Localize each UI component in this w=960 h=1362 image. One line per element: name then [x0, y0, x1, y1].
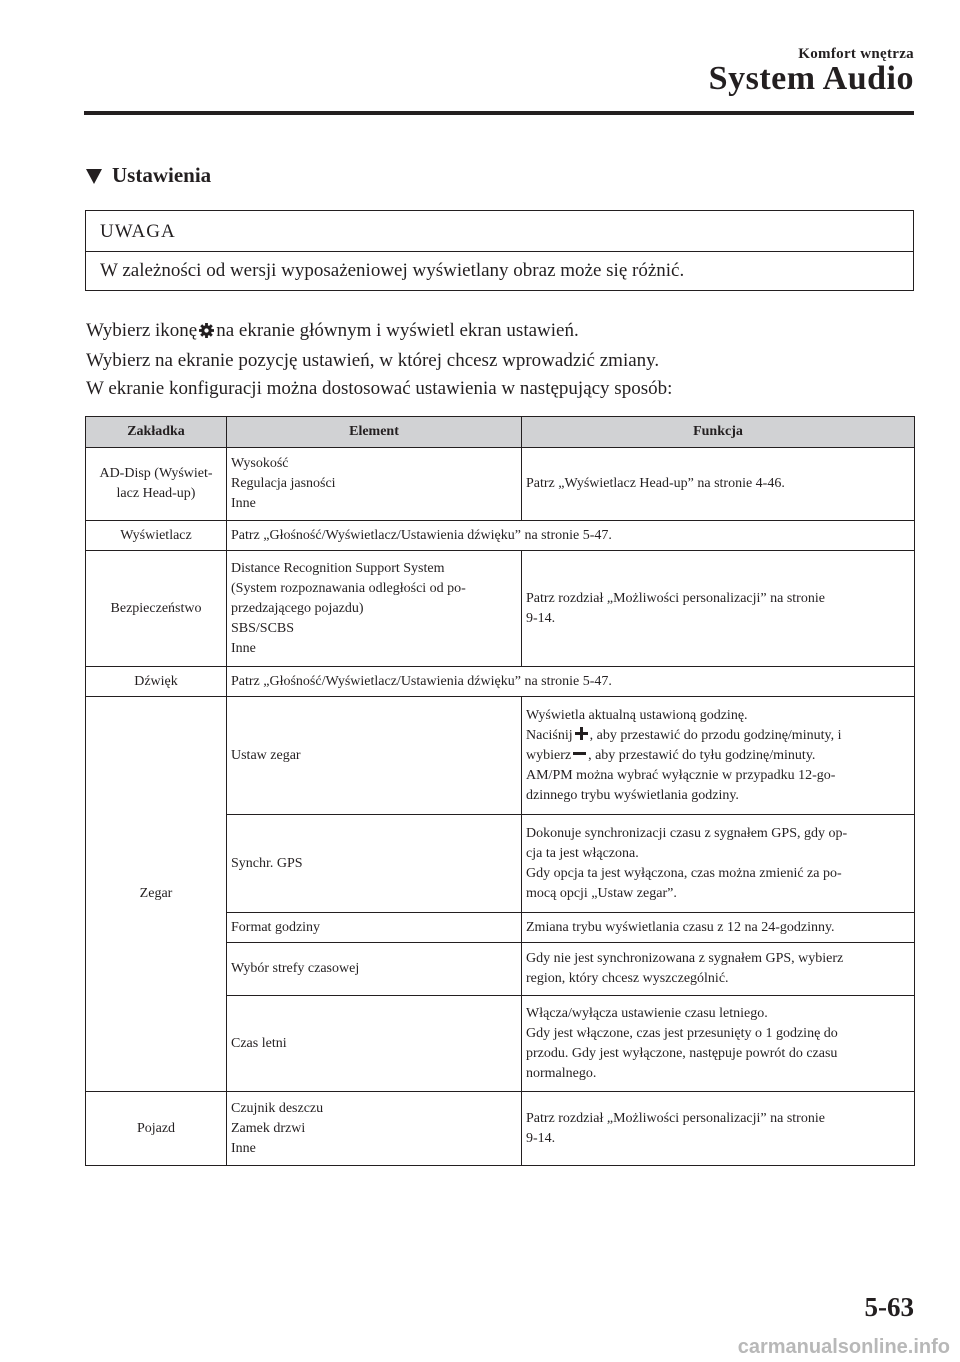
table-header-row: [86, 417, 915, 448]
element-item: Wysokość: [231, 456, 289, 471]
function-line: AM/PM można wybrać wyłącznie w przypadku 12-go-: [526, 767, 836, 783]
triangle-bullet-icon: [86, 169, 102, 184]
section-heading: [86, 163, 211, 188]
function-line: Patrz rozdział „Możliwości personalizacji” na stronie: [526, 1110, 825, 1126]
function-line: 9-14.: [526, 610, 556, 626]
page-title: System Audio: [708, 60, 914, 97]
function-cell: Patrz „Głośność/Wyświetlacz/Ustawienia dźwięku” na stronie 5-47.: [227, 667, 915, 697]
element-cell: [227, 1092, 522, 1166]
element-cell: [227, 448, 522, 521]
element-item: przedzającego pojazdu): [231, 600, 364, 616]
element-cell: Format godziny: [227, 913, 522, 943]
element-item: SBS/SCBS: [231, 620, 295, 636]
element-cell: Synchr. GPS: [227, 815, 522, 913]
element-cell: Ustaw zegar: [227, 697, 522, 815]
minus-icon: [573, 747, 586, 760]
column-header-function: Funkcja: [522, 417, 915, 448]
function-cell: [522, 943, 915, 996]
element-cell: Wybór strefy czasowej: [227, 943, 522, 996]
chapter-label: Komfort wnętrza: [798, 46, 914, 62]
plus-icon: [575, 727, 588, 740]
intro-line-2: Wybierz na ekranie pozycję ustawień, w której chcesz wprowadzić zmiany.: [86, 350, 660, 371]
function-line: normalnego.: [526, 1065, 597, 1081]
function-line: Dokonuje synchronizacji czasu z sygnałem GPS, gdy op-: [526, 825, 848, 841]
intro-line-3: W ekranie konfiguracji można dostosować ustawienia w następujący sposób:: [86, 378, 673, 399]
function-line: [526, 726, 910, 746]
intro-line-1-start: Wybierz ikonę: [86, 320, 198, 341]
function-cell: [522, 697, 915, 815]
intro-text: [86, 317, 672, 403]
function-line: Włącza/wyłącza ustawienie czasu letniego.: [526, 1005, 768, 1021]
column-header-element: Element: [227, 417, 522, 448]
table-row: [86, 667, 915, 697]
intro-line-1-end: na ekranie głównym i wyświetl ekran ustawień.: [216, 320, 579, 341]
element-item: Czujnik deszczu: [231, 1100, 324, 1116]
column-header-tab: Zakładka: [86, 417, 227, 448]
note-box: [85, 210, 914, 291]
tab-cell: Bezpieczeństwo: [86, 551, 227, 667]
function-cell: Patrz „Wyświetlacz Head-up” na stronie 4-46.: [522, 448, 915, 521]
function-cell: Patrz „Głośność/Wyświetlacz/Ustawienia dźwięku” na stronie 5-47.: [227, 521, 915, 551]
function-line: Gdy nie jest synchronizowana z sygnałem GPS, wybierz: [526, 951, 844, 966]
function-cell: Zmiana trybu wyświetlania czasu z 12 na 24-godzinny.: [522, 913, 915, 943]
function-line: region, który chcesz wyszczególnić.: [526, 971, 729, 986]
note-title: UWAGA: [86, 211, 913, 252]
table-row: [86, 521, 915, 551]
element-item: (System rozpoznawania odległości od po-: [231, 580, 466, 596]
section-title: Ustawienia: [112, 163, 212, 187]
function-line: Wyświetla aktualną ustawioną godzinę.: [526, 707, 748, 723]
function-cell: [522, 815, 915, 913]
tab-cell: [86, 448, 227, 521]
table-row: [86, 697, 915, 815]
function-line: 9-14.: [526, 1130, 556, 1146]
function-line: Gdy jest włączone, czas jest przesunięty o 1 godzinę do: [526, 1025, 838, 1041]
function-text: , aby przestawić do przodu godzinę/minuty, i: [589, 727, 842, 743]
function-cell: [522, 551, 915, 667]
function-line: dzinnego trybu wyświetlania godziny.: [526, 787, 739, 803]
element-cell: Czas letni: [227, 996, 522, 1092]
element-item: Inne: [231, 496, 256, 511]
tab-name-line: lacz Head-up): [116, 486, 196, 501]
function-cell: [522, 1092, 915, 1166]
function-cell: [522, 996, 915, 1092]
function-line: [526, 746, 910, 766]
function-line: Gdy opcja ta jest wyłączona, czas można zmienić za po-: [526, 865, 842, 881]
element-item: Inne: [231, 640, 256, 656]
tab-cell: Pojazd: [86, 1092, 227, 1166]
settings-gear-icon: [199, 319, 214, 347]
function-text: wybierz: [526, 747, 572, 763]
function-line: cja ta jest włączona.: [526, 845, 639, 861]
function-text: Naciśnij: [526, 727, 573, 743]
header-rule: [84, 111, 914, 115]
element-cell: [227, 551, 522, 667]
table-row: [86, 1092, 915, 1166]
settings-table: [85, 416, 915, 1166]
element-item: Regulacja jasności: [231, 476, 336, 491]
tab-cell: Wyświetlacz: [86, 521, 227, 551]
watermark: carmanualsonline.info: [737, 1336, 950, 1358]
page-number: 5-63: [864, 1292, 914, 1322]
function-line: Patrz rozdział „Możliwości personalizacji” na stronie: [526, 590, 825, 606]
intro-line-1: [86, 317, 672, 347]
element-item: Inne: [231, 1140, 256, 1156]
tab-name-line: AD-Disp (Wyświet-: [99, 466, 213, 481]
table-row: [86, 551, 915, 667]
tab-cell: Dźwięk: [86, 667, 227, 697]
note-text: W zależności od wersji wyposażeniowej wyświetlany obraz może się różnić.: [100, 260, 685, 281]
element-item: Distance Recognition Support System: [231, 560, 445, 576]
function-line: mocą opcji „Ustaw zegar”.: [526, 885, 677, 901]
function-line: przodu. Gdy jest wyłączone, następuje powrót do czasu: [526, 1045, 838, 1061]
table-row: [86, 448, 915, 521]
tab-cell: Zegar: [86, 697, 227, 1092]
function-text: , aby przestawić do tyłu godzinę/minuty.: [588, 747, 816, 763]
element-item: Zamek drzwi: [231, 1120, 306, 1136]
